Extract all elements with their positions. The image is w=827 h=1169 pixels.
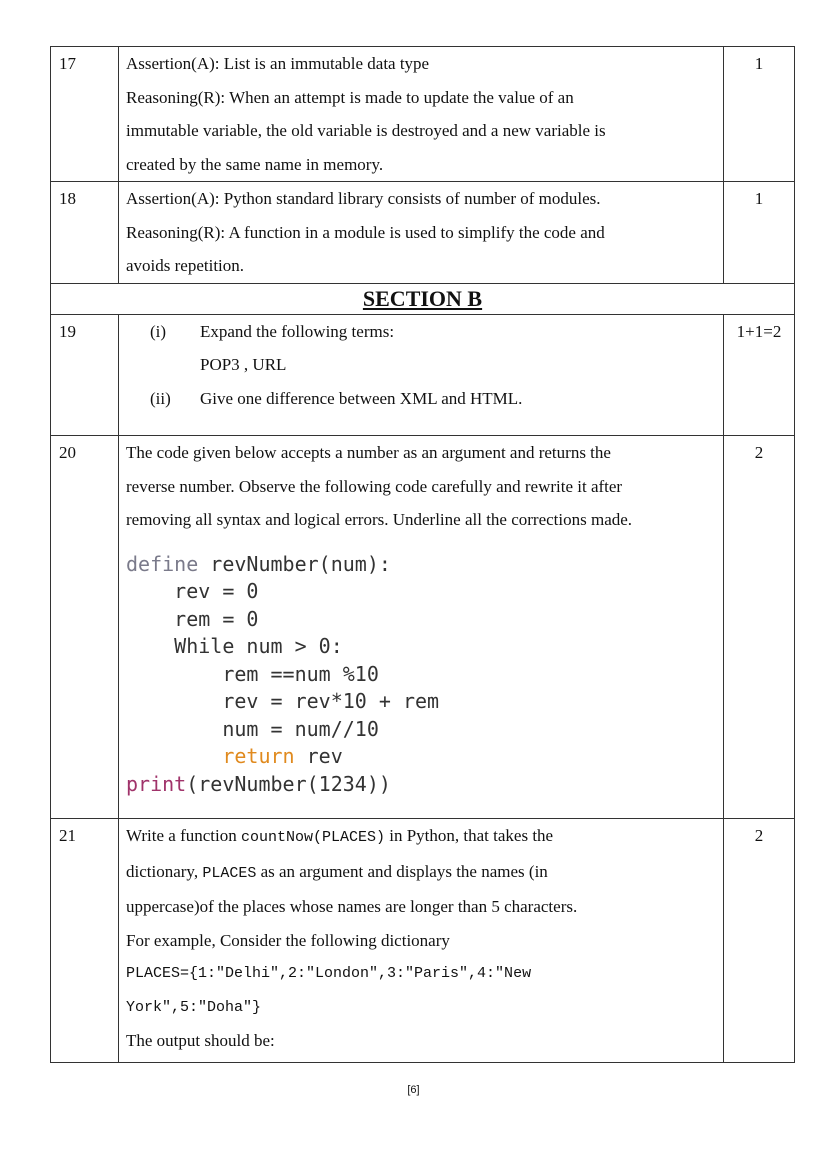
- code-line: num = num//10: [126, 716, 379, 741]
- assertion-text: Assertion(A): Python standard library consists of number of modules.: [126, 189, 601, 208]
- terms-list: POP3 , URL: [200, 355, 287, 374]
- code-indent: [126, 744, 222, 768]
- page-number: [6]: [407, 1084, 420, 1096]
- question-table: [50, 46, 795, 1063]
- question-row-21: [51, 819, 795, 1063]
- question-line: reverse number. Observe the following code carefully and rewrite it after: [126, 476, 623, 496]
- code-keyword: print: [126, 771, 187, 796]
- assertion-text: Assertion(A): List is an immutable data type: [126, 54, 430, 73]
- question-line: uppercase)of the places whose names are longer than 5 characters.: [126, 897, 578, 916]
- code-text: rev: [294, 744, 343, 768]
- sub-question-text: Expand the following terms:: [200, 321, 395, 341]
- code-line: rem ==num %10: [126, 661, 379, 686]
- code-block: [126, 551, 723, 819]
- question-number: 17: [51, 47, 119, 182]
- sub-question: [126, 382, 723, 416]
- question-number: 20: [51, 436, 119, 819]
- text-run: Write a function: [126, 826, 241, 845]
- inline-code: PLACES: [202, 864, 257, 882]
- text-run: in Python, that takes the: [385, 826, 554, 845]
- code-line: PLACES={1:"Delhi",2:"London",3:"Paris",4:"New: [126, 965, 532, 982]
- marks: 2: [724, 819, 795, 1063]
- question-number: 18: [51, 182, 119, 284]
- inline-code: countNow(PLACES): [240, 829, 385, 846]
- question-row-20: [51, 436, 795, 819]
- marks: 1+1=2: [724, 314, 795, 436]
- code-line: rev = rev*10 + rem: [126, 689, 440, 713]
- code-line: York",5:"Doha"}: [126, 998, 262, 1016]
- question-text: [119, 436, 724, 819]
- question-line: The code given below accepts a number as an argument and returns the: [126, 443, 611, 462]
- code-keyword: return: [222, 744, 295, 768]
- question-line: [126, 819, 723, 855]
- question-text: [119, 47, 724, 182]
- code-line: While num > 0:: [126, 634, 343, 658]
- reasoning-line: created by the same name in memory.: [126, 154, 384, 174]
- code-keyword: define: [126, 551, 199, 576]
- code-text: revNumber(num):: [198, 551, 391, 576]
- section-heading: [51, 283, 795, 314]
- question-line: removing all syntax and logical errors. Underline all the corrections made.: [126, 510, 633, 529]
- question-row-19: [51, 314, 795, 436]
- section-header-row: [51, 283, 795, 314]
- question-number: 21: [51, 819, 119, 1063]
- text-run: as an argument and displays the names (in: [256, 861, 548, 881]
- marks: 1: [724, 182, 795, 284]
- reasoning-line: immutable variable, the old variable is destroyed and a new variable is: [126, 121, 606, 140]
- question-text: [119, 182, 724, 284]
- reasoning-line: avoids repetition.: [126, 256, 245, 275]
- reasoning-line: Reasoning(R): When an attempt is made to update the value of an: [126, 87, 574, 107]
- code-text: (revNumber(1234)): [186, 771, 391, 796]
- question-number: 19: [51, 314, 119, 436]
- question-line: The output should be:: [126, 1031, 275, 1050]
- sub-question-text: Give one difference between XML and HTML.: [200, 388, 523, 408]
- sub-question-label: (ii): [150, 388, 171, 408]
- question-text: [119, 314, 724, 436]
- question-row-18: [51, 182, 795, 284]
- code-line: rem = 0: [126, 606, 259, 631]
- question-line: For example, Consider the following dictionary: [126, 930, 450, 950]
- reasoning-line: Reasoning(R): A function in a module is used to simplify the code and: [126, 222, 605, 242]
- sub-question: [126, 315, 723, 349]
- section-title: SECTION B: [362, 285, 483, 311]
- marks: 2: [724, 436, 795, 819]
- sub-question-label: (i): [150, 321, 167, 341]
- text-run: dictionary,: [126, 861, 203, 881]
- question-line: [126, 855, 723, 891]
- code-line: rev = 0: [126, 579, 259, 603]
- question-row-17: [51, 47, 795, 182]
- marks: 1: [724, 47, 795, 182]
- question-text: [119, 819, 724, 1063]
